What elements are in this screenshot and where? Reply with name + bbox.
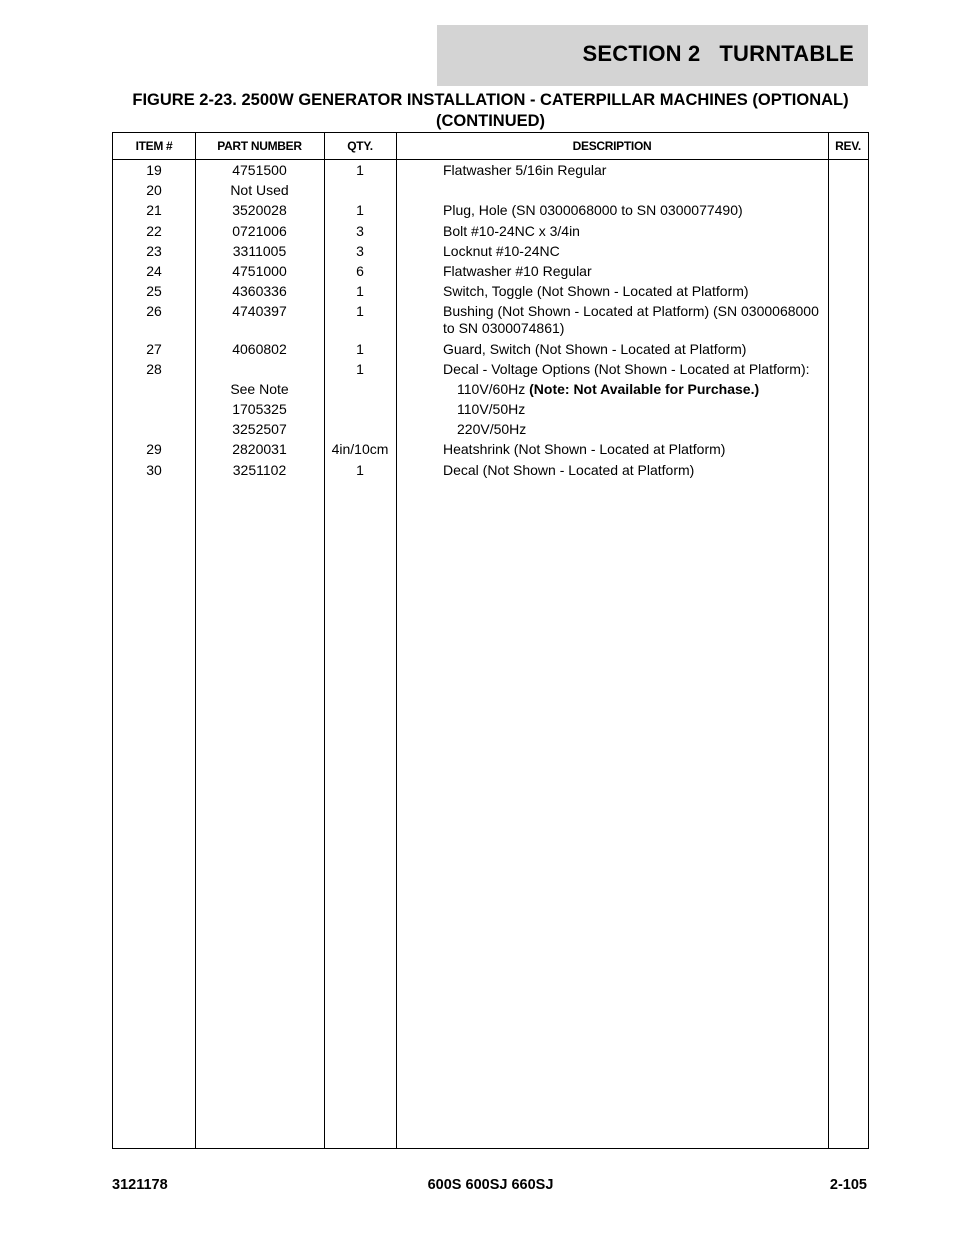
description-text: Bolt #10-24NC x 3/4in	[443, 222, 580, 239]
item-number-cell: 24	[146, 262, 162, 279]
table-body	[113, 162, 868, 482]
header-divider	[113, 159, 868, 160]
section-header-box	[437, 25, 868, 86]
part-number-cell: 3251102	[232, 461, 287, 478]
table-row	[113, 341, 868, 358]
table-row	[113, 401, 868, 418]
table-row	[113, 283, 868, 300]
item-number-cell: 21	[146, 202, 162, 219]
part-number-cell: 1705325	[232, 401, 287, 418]
column-header-part-number: PART NUMBER	[217, 139, 302, 153]
description-cell	[443, 182, 827, 199]
part-number-cell: 4360336	[232, 283, 287, 300]
section-title: SECTION 2 TURNTABLE	[582, 41, 854, 66]
table-row	[113, 303, 868, 337]
figure-title-line2: (CONTINUED)	[435, 112, 546, 130]
description-cell	[443, 303, 827, 337]
description-cell	[443, 202, 827, 219]
column-header-rev: REV.	[835, 139, 861, 153]
item-number-cell: 19	[146, 162, 162, 178]
figure-title-line1: FIGURE 2-23. 2500W GENERATOR INSTALLATION - CATERPILLAR MACHINES (OPTIONAL)	[132, 91, 849, 109]
part-number-cell: See Note	[230, 380, 289, 397]
part-number-cell: 4751500	[232, 162, 287, 178]
description-cell	[443, 223, 827, 240]
description-text: 110V/60Hz	[457, 380, 530, 397]
table-row	[113, 223, 868, 240]
description-text: Switch, Toggle (Not Shown - Located at Platform)	[443, 283, 749, 300]
item-number-cell: 25	[146, 283, 162, 300]
column-header-description: DESCRIPTION	[572, 139, 652, 153]
qty-cell: 1	[356, 283, 364, 300]
table-row	[113, 243, 868, 260]
qty-cell: 6	[356, 262, 364, 279]
table-row	[113, 462, 868, 479]
table-row	[113, 381, 868, 398]
parts-table	[112, 132, 869, 1149]
item-number-cell: 23	[146, 242, 162, 259]
table-row	[113, 361, 868, 378]
description-cell	[443, 441, 827, 458]
description-text: Heatshrink (Not Shown - Located at Platform)	[443, 441, 726, 458]
column-header-qty: QTY.	[347, 139, 373, 153]
description-note: (Note: Not Available for Purchase.)	[529, 380, 760, 397]
description-cell	[443, 341, 827, 358]
description-cell	[443, 263, 827, 280]
part-number-cell: 0721006	[232, 222, 287, 239]
description-text: 220V/50Hz	[457, 421, 527, 438]
qty-cell: 1	[356, 340, 364, 357]
item-number-cell: 22	[146, 222, 162, 239]
qty-cell: 4in/10cm	[331, 441, 389, 458]
description-text: Bushing (Not Shown - Located at Platform) (SN 0300068000 to SN 0300074861)	[443, 303, 823, 337]
part-number-cell: 4060802	[232, 340, 287, 357]
description-text: Guard, Switch (Not Shown - Located at Platform)	[443, 340, 747, 357]
description-cell	[457, 421, 827, 438]
table-row	[113, 263, 868, 280]
description-cell	[443, 462, 827, 479]
part-number-cell: 3311005	[232, 242, 287, 259]
part-number-cell: Not Used	[230, 182, 289, 199]
qty-cell: 1	[356, 461, 364, 478]
qty-cell: 3	[356, 222, 364, 239]
description-cell	[457, 381, 827, 398]
description-text: Locknut #10-24NC	[443, 242, 560, 259]
part-number-cell: 3252507	[232, 421, 287, 438]
description-cell	[443, 283, 827, 300]
part-number-cell: 4751000	[232, 262, 287, 279]
column-header-item: ITEM #	[135, 139, 173, 153]
description-text: Flatwasher #10 Regular	[443, 262, 592, 279]
page-footer	[112, 1177, 869, 1197]
description-text: Flatwasher 5/16in Regular	[443, 162, 607, 178]
item-number-cell: 30	[146, 461, 162, 478]
item-number-cell: 26	[146, 303, 162, 320]
table-row	[113, 421, 868, 438]
description-cell	[443, 243, 827, 260]
description-text: Plug, Hole (SN 0300068000 to SN 0300077490)	[443, 202, 743, 219]
item-number-cell: 28	[146, 360, 162, 377]
description-text: 110V/50Hz	[457, 401, 526, 418]
qty-cell: 1	[356, 162, 364, 178]
description-cell	[443, 162, 827, 179]
part-number-cell: 3520028	[232, 202, 287, 219]
figure-title	[112, 90, 869, 132]
document-number: 3121178	[112, 1177, 168, 1193]
qty-cell: 1	[356, 360, 364, 377]
item-number-cell: 27	[146, 340, 162, 357]
description-cell	[457, 401, 827, 418]
part-number-cell: 2820031	[232, 441, 287, 458]
page-number: 2-105	[829, 1177, 867, 1193]
table-row	[113, 441, 868, 458]
qty-cell: 1	[356, 303, 364, 320]
qty-cell: 3	[356, 242, 364, 259]
table-row	[113, 202, 868, 219]
description-text: Decal - Voltage Options (Not Shown - Located at Platform):	[443, 360, 810, 377]
part-number-cell: 4740397	[232, 303, 287, 320]
description-text: Decal (Not Shown - Located at Platform)	[443, 461, 695, 478]
description-cell	[443, 361, 827, 378]
table-row	[113, 162, 868, 179]
item-number-cell: 29	[146, 441, 162, 458]
model-numbers: 600S 600SJ 660SJ	[427, 1177, 554, 1193]
item-number-cell: 20	[146, 182, 162, 199]
qty-cell: 1	[356, 202, 364, 219]
table-row	[113, 182, 868, 199]
